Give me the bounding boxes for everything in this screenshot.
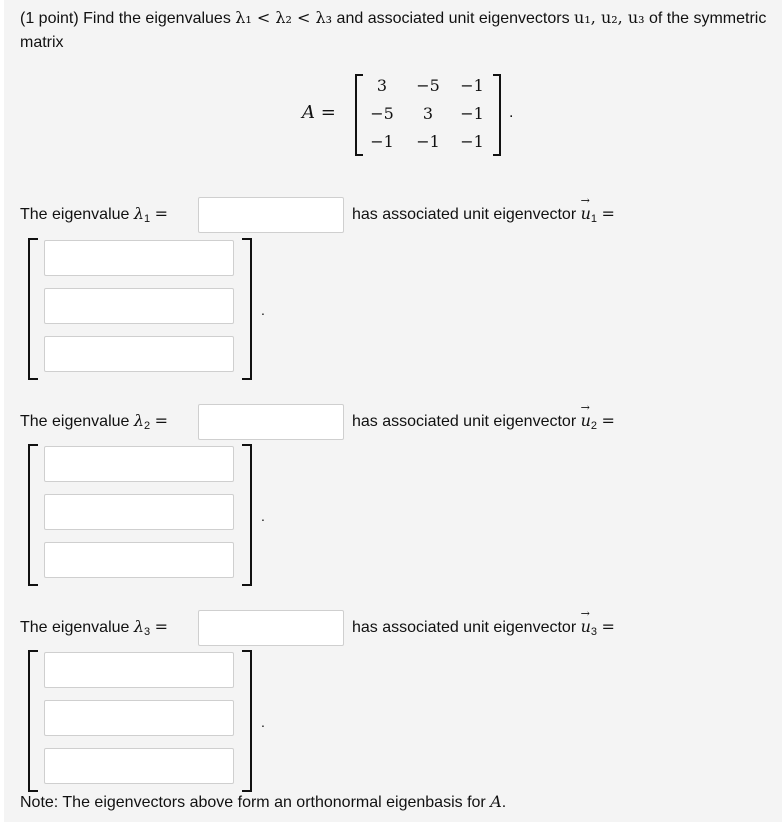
equals-sign: = bbox=[601, 617, 615, 636]
eigenvalue-text: The eigenvalue bbox=[20, 619, 130, 636]
eigenvector-text: has associated unit eigenvector bbox=[352, 413, 577, 430]
eigenvalue-label-1 bbox=[20, 204, 168, 224]
eigenvalue-text: The eigenvalue bbox=[20, 413, 130, 430]
eigenvalue-label-2 bbox=[20, 411, 168, 431]
eigenvector-2-component-2[interactable] bbox=[44, 494, 234, 530]
eigenvalue-input-3[interactable] bbox=[198, 610, 344, 646]
vector-u-symbol: → u bbox=[581, 204, 591, 223]
eigenvector-label-1 bbox=[352, 204, 615, 224]
vector-u-symbol: → u bbox=[581, 411, 591, 430]
eigenvalue-text: The eigenvalue bbox=[20, 206, 130, 223]
eigenvalue-input-1[interactable] bbox=[198, 197, 344, 233]
eigenvalue-order: λ₁ < λ₂ < λ₃ bbox=[235, 8, 333, 27]
eigenvector-label-3 bbox=[352, 617, 615, 637]
matrix-label: A = bbox=[302, 102, 336, 123]
note bbox=[20, 792, 506, 812]
note-period: . bbox=[501, 794, 507, 811]
vector-left-bracket bbox=[28, 444, 38, 586]
vector-left-bracket bbox=[28, 238, 38, 380]
vector-period: . bbox=[261, 302, 265, 318]
equals-sign: = bbox=[154, 617, 168, 636]
eigenvector-3-component-2[interactable] bbox=[44, 700, 234, 736]
points-label: (1 point) bbox=[20, 10, 79, 27]
problem-statement bbox=[20, 6, 780, 55]
vector-subscript: 3 bbox=[590, 626, 598, 638]
eigenvector-2-component-1[interactable] bbox=[44, 446, 234, 482]
eigenvector-list: u₁, u₂, u₃ bbox=[574, 8, 645, 27]
matrix-cell: −1 bbox=[460, 104, 484, 123]
matrix-cell: −1 bbox=[416, 132, 440, 151]
lambda-symbol: λ bbox=[133, 204, 145, 223]
lambda-symbol: λ bbox=[133, 617, 145, 636]
matrix-cell: −1 bbox=[460, 76, 484, 95]
eigenvector-3-component-3[interactable] bbox=[44, 748, 234, 784]
equals-sign: = bbox=[601, 204, 615, 223]
eigenvector-1-component-1[interactable] bbox=[44, 240, 234, 276]
lambda-subscript: 3 bbox=[144, 626, 151, 638]
matrix-cell: 3 bbox=[422, 104, 434, 123]
eigenvalue-input-2[interactable] bbox=[198, 404, 344, 440]
equals-sign: = bbox=[154, 204, 168, 223]
eigenvector-label-2 bbox=[352, 411, 615, 431]
matrix-cell: −1 bbox=[370, 132, 394, 151]
eigenvector-text: has associated unit eigenvector bbox=[352, 206, 577, 223]
lambda-subscript: 1 bbox=[144, 213, 151, 225]
matrix-cell: −5 bbox=[370, 104, 394, 123]
prompt-text-after: of the symmetric matrix bbox=[20, 10, 767, 51]
matrix-period: . bbox=[509, 104, 514, 121]
lambda-symbol: λ bbox=[133, 411, 145, 430]
lambda-subscript: 2 bbox=[144, 420, 151, 432]
vector-u-symbol: → u bbox=[581, 617, 591, 636]
matrix-cell: −1 bbox=[460, 132, 484, 151]
vector-subscript: 1 bbox=[590, 213, 598, 225]
vector-left-bracket bbox=[28, 650, 38, 792]
note-text: Note: The eigenvectors above form an orthonormal eigenbasis for bbox=[20, 794, 486, 811]
eigenvector-1-component-2[interactable] bbox=[44, 288, 234, 324]
eigenvector-2-component-3[interactable] bbox=[44, 542, 234, 578]
prompt-text-middle: and associated unit eigenvectors bbox=[336, 10, 570, 27]
vector-subscript: 2 bbox=[590, 420, 598, 432]
vector-right-bracket bbox=[242, 238, 252, 380]
note-matrix-symbol: A bbox=[490, 792, 502, 811]
equals-sign: = bbox=[601, 411, 615, 430]
vector-right-bracket bbox=[242, 650, 252, 792]
eigenvalue-label-3 bbox=[20, 617, 168, 637]
equals-sign: = bbox=[154, 411, 168, 430]
matrix-cell: 3 bbox=[376, 76, 388, 95]
eigenvector-1-component-3[interactable] bbox=[44, 336, 234, 372]
matrix-cell: −5 bbox=[416, 76, 440, 95]
vector-right-bracket bbox=[242, 444, 252, 586]
prompt-text-before: Find the eigenvalues bbox=[83, 10, 231, 27]
vector-period: . bbox=[261, 508, 265, 524]
vector-period: . bbox=[261, 714, 265, 730]
matrix-right-bracket bbox=[493, 74, 501, 156]
problem-panel bbox=[4, 0, 782, 822]
eigenvector-3-component-1[interactable] bbox=[44, 652, 234, 688]
eigenvector-text: has associated unit eigenvector bbox=[352, 619, 577, 636]
